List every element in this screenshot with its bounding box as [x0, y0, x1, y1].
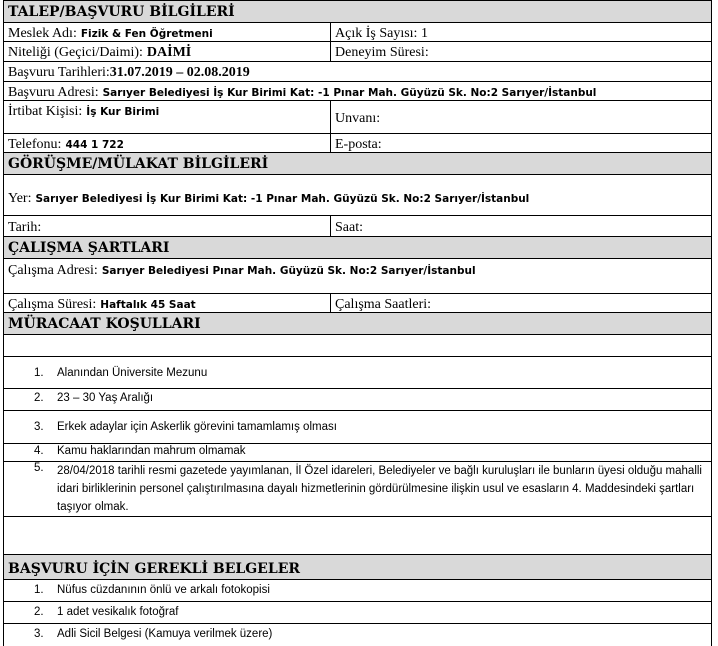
list-item — [4, 410, 711, 443]
section-title: GÖRÜŞME/MÜLAKAT BİLGİLERİ — [8, 156, 269, 172]
row-telefon — [4, 133, 711, 152]
list-item — [4, 443, 711, 461]
list-item — [4, 461, 711, 516]
row-empty — [4, 516, 711, 554]
cell-acik-is — [330, 23, 711, 41]
list-number: 3. — [34, 421, 44, 433]
calisma-saatleri-label: Çalışma Saatleri: — [335, 297, 432, 312]
cell-tarih — [4, 216, 330, 236]
irtibat-label: İrtibat Kişisi: — [8, 104, 83, 119]
cell-calisma-suresi — [4, 294, 330, 312]
cell-irtibat — [4, 101, 330, 133]
tarih-label: Tarih: — [8, 220, 42, 235]
row-calisma-suresi — [4, 293, 711, 312]
row-irtibat — [4, 100, 711, 133]
unvan-label: Unvanı: — [335, 111, 381, 126]
section-header-belgeler — [4, 554, 711, 579]
basvuru-tarihleri-label: Başvuru Tarihleri: — [8, 65, 110, 80]
list-text: 1 adet vesikalık fotoğraf — [57, 606, 179, 618]
row-tarih-saat — [4, 215, 711, 236]
basvuru-adresi-label: Başvuru Adresi: — [8, 85, 99, 100]
cell-eposta — [330, 134, 711, 152]
telefon-label: Telefonu: — [8, 137, 62, 152]
calisma-suresi-label: Çalışma Süresi: — [8, 297, 97, 312]
meslek-value: Fizik & Fen Öğretmeni — [80, 28, 213, 40]
yer-label: Yer: — [8, 191, 32, 206]
irtibat-value: İş Kur Birimi — [86, 106, 160, 118]
calisma-suresi-value: Haftalık 45 Saat — [100, 299, 196, 311]
list-number: 1. — [34, 584, 44, 596]
yer-value: Sarıyer Belediyesi İş Kur Birimi Kat: -1 Pınar Mah. Güyüzü Sk. No:2 Sarıyer/İstanbul — [35, 193, 530, 205]
cell-calisma-saatleri — [330, 294, 711, 312]
list-number: 3. — [34, 628, 44, 640]
row-meslek — [4, 22, 711, 41]
list-text: Kamu haklarından mahrum olmamak — [57, 445, 246, 457]
nitelik-label: Niteliği (Geçici/Daimi): — [8, 45, 143, 60]
section-header-muracaat — [4, 312, 711, 334]
basvuru-tarihleri-value: 31.07.2019 – 02.08.2019 — [109, 65, 250, 80]
saat-label: Saat: — [335, 220, 363, 235]
row-basvuru-tarihleri — [4, 61, 711, 81]
cell-unvan — [330, 101, 711, 133]
list-item — [4, 579, 711, 601]
telefon-value: 444 1 722 — [65, 139, 124, 151]
row-calisma-adresi — [4, 258, 711, 293]
eposta-label: E-posta: — [335, 137, 382, 152]
list-number: 4. — [34, 445, 44, 457]
basvuru-adresi-value: Sarıyer Belediyesi İş Kur Birimi Kat: -1 Pınar Mah. Güyüzü Sk. No:2 Sarıyer/İstanbul — [102, 87, 597, 99]
section-header-gorusme — [4, 152, 711, 174]
acik-is-label: Açık İş Sayısı: 1 — [335, 26, 428, 41]
section-title: MÜRACAAT KOŞULLARI — [8, 316, 201, 332]
list-item — [4, 623, 711, 646]
section-header-calisma — [4, 236, 711, 258]
row-basvuru-adresi — [4, 81, 711, 100]
cell-deneyim — [330, 42, 711, 61]
cell-nitelik — [4, 42, 330, 61]
calisma-adresi-label: Çalışma Adresi: — [8, 263, 98, 278]
section-title: BAŞVURU İÇİN GEREKLİ BELGELER — [8, 561, 300, 577]
list-number: 5. — [34, 462, 44, 474]
cell-saat — [330, 216, 711, 236]
section-title: TALEP/BAŞVURU BİLGİLERİ — [8, 4, 235, 20]
list-number: 2. — [34, 606, 44, 618]
list-text: Alanından Üniversite Mezunu — [57, 367, 208, 379]
application-form — [3, 0, 712, 646]
list-text: 28/04/2018 tarihli resmi gazetede yayımlanan, İl Özel idareleri, Belediyeler ve bağlı kuruluşları ile bunların üyesi olduğu mahalli idari birliklerinin personel çalıştırılmasına dayalı hizmetlerinin gördürülmesine ilişkin usul ve esasların 4. Maddesindeki şartları taşıyor olmak. — [57, 465, 702, 513]
deneyim-label: Deneyim Süresi: — [335, 45, 429, 60]
list-text: 23 – 30 Yaş Aralığı — [57, 392, 154, 404]
list-number: 1. — [34, 367, 44, 379]
row-nitelik — [4, 41, 711, 61]
section-title: ÇALIŞMA ŞARTLARI — [8, 240, 170, 256]
list-item — [4, 601, 711, 623]
list-text: Erkek adaylar için Askerlik görevini tamamlamış olması — [57, 421, 337, 433]
list-number: 2. — [34, 392, 44, 404]
list-text: Adli Sicil Belgesi (Kamuya verilmek üzere) — [57, 628, 273, 640]
calisma-adresi-value: Sarıyer Belediyesi Pınar Mah. Güyüzü Sk. No:2 Sarıyer/İstanbul — [101, 265, 476, 277]
cell-telefon — [4, 134, 330, 152]
section-header-talep — [4, 0, 711, 22]
row-yer — [4, 174, 711, 215]
list-item — [4, 356, 711, 388]
nitelik-value: DAİMİ — [146, 45, 192, 60]
row-empty — [4, 334, 711, 356]
meslek-label: Meslek Adı: — [8, 26, 77, 41]
cell-meslek — [4, 23, 330, 41]
list-item — [4, 388, 711, 410]
list-text: Nüfus cüzdanının önlü ve arkalı fotokopisi — [57, 584, 270, 596]
